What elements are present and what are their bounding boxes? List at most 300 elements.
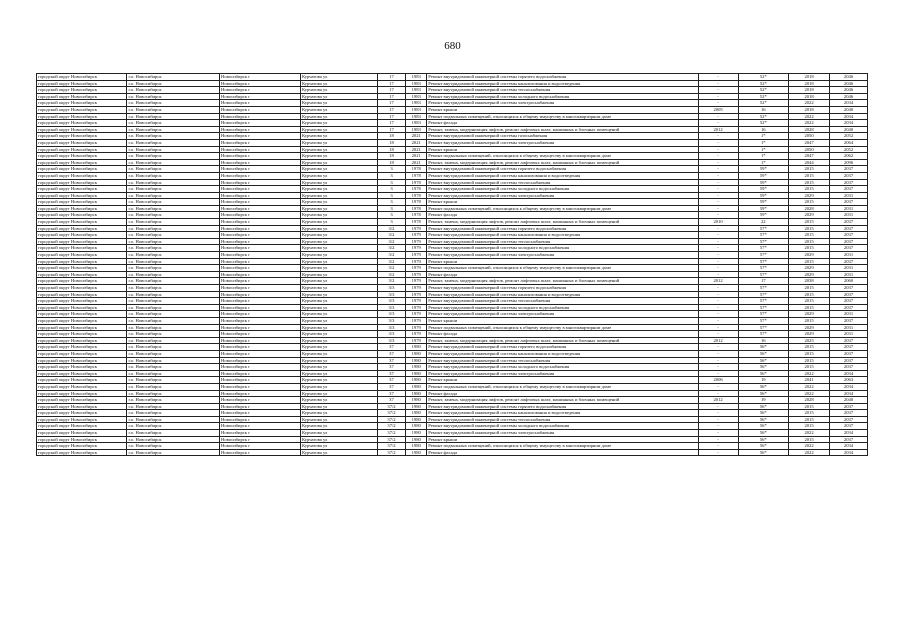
plan-end-cell: 2046	[830, 87, 868, 94]
plan-end-cell: 2031	[830, 271, 868, 278]
district-cell: г.о. Новосибирск	[127, 311, 220, 318]
build-year-cell: 2021	[406, 153, 427, 160]
city-cell: Новосибирск г	[220, 364, 301, 371]
work-type-cell: Ремонт внутридомовой инженерной системы теплоснабжения	[427, 416, 698, 423]
city-cell: Новосибирск г	[220, 80, 301, 87]
table-row	[37, 317, 868, 324]
work-type-cell: Ремонт фасада	[427, 271, 698, 278]
wear-cell: 52*	[738, 93, 788, 100]
house-number-cell: 37	[377, 357, 405, 364]
table-row	[37, 436, 868, 443]
table-row	[37, 383, 868, 390]
last-repair-year-cell: -	[698, 311, 738, 318]
house-number-cell: 3	[377, 172, 405, 179]
build-year-cell: 1980	[406, 350, 427, 357]
wear-cell: 1*	[738, 153, 788, 160]
district-cell: г.о. Новосибирск	[127, 291, 220, 298]
build-year-cell: 1980	[406, 443, 427, 450]
plan-start-cell: 2022	[789, 370, 830, 377]
build-year-cell: 1980	[406, 430, 427, 437]
house-number-cell: 18	[377, 146, 405, 153]
street-cell: Курчатова ул	[301, 245, 378, 252]
municipality-cell: городской округ Новосибирск	[37, 113, 127, 120]
house-number-cell: 3/3	[377, 285, 405, 292]
street-cell: Курчатова ул	[301, 100, 378, 107]
build-year-cell: 2021	[406, 146, 427, 153]
district-cell: г.о. Новосибирск	[127, 416, 220, 423]
municipality-cell: городской округ Новосибирск	[37, 278, 127, 285]
table-row	[37, 93, 868, 100]
last-repair-year-cell: -	[698, 232, 738, 239]
last-repair-year-cell: -	[698, 212, 738, 219]
municipality-cell: городской округ Новосибирск	[37, 370, 127, 377]
plan-end-cell: 2037	[830, 423, 868, 430]
municipality-cell: городской округ Новосибирск	[37, 106, 127, 113]
build-year-cell: 1979	[406, 271, 427, 278]
district-cell: г.о. Новосибирск	[127, 436, 220, 443]
district-cell: г.о. Новосибирск	[127, 265, 220, 272]
district-cell: г.о. Новосибирск	[127, 370, 220, 377]
last-repair-year-cell: 2012	[698, 126, 738, 133]
city-cell: Новосибирск г	[220, 74, 301, 81]
plan-end-cell: 2031	[830, 212, 868, 219]
municipality-cell: городской округ Новосибирск	[37, 430, 127, 437]
city-cell: Новосибирск г	[220, 252, 301, 259]
plan-end-cell: 2037	[830, 172, 868, 179]
last-repair-year-cell: -	[698, 159, 738, 166]
street-cell: Курчатова ул	[301, 304, 378, 311]
wear-cell: 59*	[738, 199, 788, 206]
city-cell: Новосибирск г	[220, 377, 301, 384]
wear-cell: 57*	[738, 232, 788, 239]
house-number-cell: 37/2	[377, 443, 405, 450]
table-row	[37, 258, 868, 265]
plan-start-cell: 2015	[789, 186, 830, 193]
wear-cell: 1*	[738, 159, 788, 166]
build-year-cell: 1979	[406, 265, 427, 272]
build-year-cell: 1979	[406, 311, 427, 318]
street-cell: Курчатова ул	[301, 324, 378, 331]
table-row	[37, 139, 868, 146]
city-cell: Новосибирск г	[220, 416, 301, 423]
plan-end-cell: 2031	[830, 205, 868, 212]
last-repair-year-cell: -	[698, 416, 738, 423]
street-cell: Курчатова ул	[301, 350, 378, 357]
wear-cell: 57*	[738, 331, 788, 338]
house-number-cell: 37	[377, 397, 405, 404]
municipality-cell: городской округ Новосибирск	[37, 186, 127, 193]
city-cell: Новосибирск г	[220, 311, 301, 318]
house-number-cell: 37	[377, 377, 405, 384]
street-cell: Курчатова ул	[301, 74, 378, 81]
city-cell: Новосибирск г	[220, 159, 301, 166]
city-cell: Новосибирск г	[220, 436, 301, 443]
wear-cell: 1*	[738, 133, 788, 140]
house-number-cell: 17	[377, 80, 405, 87]
work-type-cell: Ремонт фасада	[427, 331, 698, 338]
table-row	[37, 199, 868, 206]
wear-cell: 52*	[738, 80, 788, 87]
wear-cell: 56*	[738, 410, 788, 417]
house-number-cell: 37	[377, 344, 405, 351]
district-cell: г.о. Новосибирск	[127, 337, 220, 344]
house-number-cell: 3	[377, 199, 405, 206]
plan-start-cell: 2028	[789, 126, 830, 133]
plan-end-cell: 2034	[830, 443, 868, 450]
municipality-cell: городской округ Новосибирск	[37, 344, 127, 351]
table-row	[37, 192, 868, 199]
city-cell: Новосибирск г	[220, 390, 301, 397]
table-row	[37, 331, 868, 338]
work-type-cell: Ремонт внутридомовой инженерной системы канализования и водоотведения	[427, 80, 698, 87]
district-cell: г.о. Новосибирск	[127, 166, 220, 173]
house-number-cell: 3/3	[377, 304, 405, 311]
table-row	[37, 449, 868, 456]
plan-end-cell: 2037	[830, 225, 868, 232]
district-cell: г.о. Новосибирск	[127, 423, 220, 430]
house-number-cell: 3	[377, 219, 405, 226]
work-type-cell: Ремонт внутридомовой инженерной системы горячего водоснабжения	[427, 225, 698, 232]
city-cell: Новосибирск г	[220, 410, 301, 417]
plan-start-cell: 2025	[789, 337, 830, 344]
table-row	[37, 120, 868, 127]
wear-cell: 57*	[738, 317, 788, 324]
plan-start-cell: 2015	[789, 403, 830, 410]
house-number-cell: 37/2	[377, 449, 405, 456]
build-year-cell: 1978	[406, 212, 427, 219]
last-repair-year-cell: -	[698, 331, 738, 338]
city-cell: Новосибирск г	[220, 423, 301, 430]
street-cell: Курчатова ул	[301, 285, 378, 292]
last-repair-year-cell: -	[698, 350, 738, 357]
plan-start-cell: 2015	[789, 179, 830, 186]
plan-end-cell: 2040	[830, 126, 868, 133]
street-cell: Курчатова ул	[301, 120, 378, 127]
plan-end-cell: 2037	[830, 344, 868, 351]
street-cell: Курчатова ул	[301, 383, 378, 390]
municipality-cell: городской округ Новосибирск	[37, 172, 127, 179]
last-repair-year-cell: -	[698, 238, 738, 245]
plan-end-cell: 2037	[830, 291, 868, 298]
plan-end-cell: 2037	[830, 238, 868, 245]
build-year-cell: 1979	[406, 258, 427, 265]
street-cell: Курчатова ул	[301, 436, 378, 443]
district-cell: г.о. Новосибирск	[127, 219, 220, 226]
street-cell: Курчатова ул	[301, 133, 378, 140]
work-type-cell: Ремонт подвальных помещений, относящихся к общему имуществу в многоквартирном доме	[427, 265, 698, 272]
district-cell: г.о. Новосибирск	[127, 258, 220, 265]
last-repair-year-cell: -	[698, 298, 738, 305]
municipality-cell: городской округ Новосибирск	[37, 285, 127, 292]
plan-start-cell: 2044	[789, 159, 830, 166]
plan-start-cell: 2047	[789, 139, 830, 146]
wear-cell: 22	[738, 219, 788, 226]
city-cell: Новосибирск г	[220, 324, 301, 331]
build-year-cell: 1983	[406, 87, 427, 94]
build-year-cell: 1979	[406, 291, 427, 298]
district-cell: г.о. Новосибирск	[127, 443, 220, 450]
plan-start-cell: 2022	[789, 449, 830, 456]
plan-end-cell: 2037	[830, 232, 868, 239]
street-cell: Курчатова ул	[301, 219, 378, 226]
city-cell: Новосибирск г	[220, 113, 301, 120]
plan-start-cell: 2015	[789, 258, 830, 265]
house-number-cell: 17	[377, 120, 405, 127]
wear-cell: 56*	[738, 357, 788, 364]
city-cell: Новосибирск г	[220, 344, 301, 351]
table-row	[37, 443, 868, 450]
plan-start-cell: 2022	[789, 120, 830, 127]
house-number-cell: 3/2	[377, 238, 405, 245]
house-number-cell: 17	[377, 106, 405, 113]
wear-cell: 57*	[738, 304, 788, 311]
wear-cell: 56*	[738, 370, 788, 377]
district-cell: г.о. Новосибирск	[127, 285, 220, 292]
last-repair-year-cell: -	[698, 436, 738, 443]
wear-cell: 57*	[738, 265, 788, 272]
city-cell: Новосибирск г	[220, 100, 301, 107]
house-number-cell: 3/2	[377, 265, 405, 272]
work-type-cell: Ремонт внутридомовой инженерной системы теплоснабжения	[427, 357, 698, 364]
city-cell: Новосибирск г	[220, 350, 301, 357]
house-number-cell: 17	[377, 126, 405, 133]
city-cell: Новосибирск г	[220, 199, 301, 206]
last-repair-year-cell: -	[698, 172, 738, 179]
city-cell: Новосибирск г	[220, 298, 301, 305]
plan-end-cell: 2037	[830, 219, 868, 226]
plan-start-cell: 2028	[789, 397, 830, 404]
wear-cell: 56*	[738, 403, 788, 410]
city-cell: Новосибирск г	[220, 383, 301, 390]
wear-cell: 56*	[738, 383, 788, 390]
district-cell: г.о. Новосибирск	[127, 410, 220, 417]
build-year-cell: 1979	[406, 298, 427, 305]
table-row	[37, 74, 868, 81]
street-cell: Курчатова ул	[301, 232, 378, 239]
last-repair-year-cell: -	[698, 179, 738, 186]
work-type-cell: Ремонт, замена, модернизация лифтов, ремонт лифтовых шахт, машинных и блочных помещений	[427, 337, 698, 344]
city-cell: Новосибирск г	[220, 285, 301, 292]
city-cell: Новосибирск г	[220, 449, 301, 456]
municipality-cell: городской округ Новосибирск	[37, 139, 127, 146]
build-year-cell: 1983	[406, 120, 427, 127]
city-cell: Новосибирск г	[220, 133, 301, 140]
plan-end-cell: 2034	[830, 390, 868, 397]
wear-cell: 56*	[738, 443, 788, 450]
work-type-cell: Ремонт крыши	[427, 317, 698, 324]
wear-cell: 19	[738, 377, 788, 384]
plan-start-cell: 2018	[789, 80, 830, 87]
build-year-cell: 1978	[406, 186, 427, 193]
district-cell: г.о. Новосибирск	[127, 225, 220, 232]
table-row	[37, 245, 868, 252]
last-repair-year-cell: -	[698, 364, 738, 371]
street-cell: Курчатова ул	[301, 410, 378, 417]
district-cell: г.о. Новосибирск	[127, 377, 220, 384]
table-row	[37, 126, 868, 133]
city-cell: Новосибирск г	[220, 219, 301, 226]
work-type-cell: Ремонт внутридомовой инженерной системы газоснабжения	[427, 133, 698, 140]
work-type-cell: Ремонт внутридомовой инженерной системы канализования и водоотведения	[427, 232, 698, 239]
build-year-cell: 1979	[406, 331, 427, 338]
district-cell: г.о. Новосибирск	[127, 80, 220, 87]
last-repair-year-cell: -	[698, 285, 738, 292]
plan-start-cell: 2028	[789, 205, 830, 212]
city-cell: Новосибирск г	[220, 397, 301, 404]
build-year-cell: 1983	[406, 100, 427, 107]
plan-start-cell: 2015	[789, 285, 830, 292]
municipality-cell: городской округ Новосибирск	[37, 133, 127, 140]
municipality-cell: городской округ Новосибирск	[37, 126, 127, 133]
municipality-cell: городской округ Новосибирск	[37, 205, 127, 212]
plan-end-cell: 2064	[830, 139, 868, 146]
city-cell: Новосибирск г	[220, 166, 301, 173]
district-cell: г.о. Новосибирск	[127, 350, 220, 357]
district-cell: г.о. Новосибирск	[127, 186, 220, 193]
house-number-cell: 3/3	[377, 298, 405, 305]
wear-cell: 56*	[738, 350, 788, 357]
city-cell: Новосибирск г	[220, 238, 301, 245]
municipality-cell: городской округ Новосибирск	[37, 199, 127, 206]
wear-cell: 56*	[738, 436, 788, 443]
street-cell: Курчатова ул	[301, 357, 378, 364]
build-year-cell: 1980	[406, 390, 427, 397]
house-number-cell: 3	[377, 179, 405, 186]
plan-start-cell: 2015	[789, 423, 830, 430]
work-type-cell: Ремонт, замена, модернизация лифтов, ремонт лифтовых шахт, машинных и блочных помещений	[427, 159, 698, 166]
house-number-cell: 3/3	[377, 337, 405, 344]
house-number-cell: 3	[377, 186, 405, 193]
district-cell: г.о. Новосибирск	[127, 430, 220, 437]
municipality-cell: городской округ Новосибирск	[37, 298, 127, 305]
table-row	[37, 179, 868, 186]
city-cell: Новосибирск г	[220, 232, 301, 239]
build-year-cell: 1983	[406, 126, 427, 133]
last-repair-year-cell: -	[698, 449, 738, 456]
table-row	[37, 416, 868, 423]
district-cell: г.о. Новосибирск	[127, 238, 220, 245]
last-repair-year-cell: -	[698, 93, 738, 100]
district-cell: г.о. Новосибирск	[127, 199, 220, 206]
street-cell: Курчатова ул	[301, 416, 378, 423]
plan-start-cell: 2029	[789, 212, 830, 219]
build-year-cell: 1978	[406, 219, 427, 226]
table-row	[37, 238, 868, 245]
plan-end-cell: 2037	[830, 245, 868, 252]
wear-cell: 56*	[738, 390, 788, 397]
work-type-cell: Ремонт внутридомовой инженерной системы электроснабжения	[427, 370, 698, 377]
last-repair-year-cell: -	[698, 80, 738, 87]
last-repair-year-cell: -	[698, 357, 738, 364]
build-year-cell: 1980	[406, 397, 427, 404]
house-number-cell: 3	[377, 192, 405, 199]
house-number-cell: 3/2	[377, 225, 405, 232]
city-cell: Новосибирск г	[220, 225, 301, 232]
build-year-cell: 1978	[406, 172, 427, 179]
last-repair-year-cell: -	[698, 410, 738, 417]
plan-end-cell: 2046	[830, 74, 868, 81]
work-type-cell: Ремонт внутридомовой инженерной системы канализования и водоотведения	[427, 172, 698, 179]
work-type-cell: Ремонт подвальных помещений, относящихся к общему имуществу в многоквартирном доме	[427, 113, 698, 120]
build-year-cell: 1979	[406, 252, 427, 259]
plan-start-cell: 2015	[789, 304, 830, 311]
last-repair-year-cell: -	[698, 146, 738, 153]
city-cell: Новосибирск г	[220, 106, 301, 113]
city-cell: Новосибирск г	[220, 179, 301, 186]
last-repair-year-cell: -	[698, 139, 738, 146]
district-cell: г.о. Новосибирск	[127, 232, 220, 239]
district-cell: г.о. Новосибирск	[127, 252, 220, 259]
wear-cell: 59*	[738, 192, 788, 199]
municipality-cell: городской округ Новосибирск	[37, 80, 127, 87]
wear-cell: 57*	[738, 291, 788, 298]
house-number-cell: 18	[377, 139, 405, 146]
table-row	[37, 350, 868, 357]
last-repair-year-cell: -	[698, 120, 738, 127]
table-row	[37, 252, 868, 259]
wear-cell: 57*	[738, 245, 788, 252]
plan-start-cell: 2022	[789, 390, 830, 397]
table-row	[37, 285, 868, 292]
district-cell: г.о. Новосибирск	[127, 271, 220, 278]
district-cell: г.о. Новосибирск	[127, 331, 220, 338]
district-cell: г.о. Новосибирск	[127, 403, 220, 410]
plan-end-cell: 2060	[830, 278, 868, 285]
municipality-cell: городской округ Новосибирск	[37, 324, 127, 331]
table-row	[37, 390, 868, 397]
build-year-cell: 1980	[406, 377, 427, 384]
plan-start-cell: 2018	[789, 106, 830, 113]
last-repair-year-cell: -	[698, 87, 738, 94]
city-cell: Новосибирск г	[220, 126, 301, 133]
plan-end-cell: 2052	[830, 146, 868, 153]
plan-end-cell: 2037	[830, 179, 868, 186]
street-cell: Курчатова ул	[301, 344, 378, 351]
work-type-cell: Ремонт внутридомовой инженерной системы холодного водоснабжения	[427, 423, 698, 430]
last-repair-year-cell: -	[698, 252, 738, 259]
wear-cell: 57*	[738, 225, 788, 232]
municipality-cell: городской округ Новосибирск	[37, 331, 127, 338]
district-cell: г.о. Новосибирск	[127, 357, 220, 364]
table-row	[37, 403, 868, 410]
street-cell: Курчатова ул	[301, 106, 378, 113]
table-row	[37, 166, 868, 173]
wear-cell: 59*	[738, 212, 788, 219]
street-cell: Курчатова ул	[301, 199, 378, 206]
house-number-cell: 37/2	[377, 410, 405, 417]
house-number-cell: 3/2	[377, 232, 405, 239]
plan-start-cell: 2050	[789, 133, 830, 140]
district-cell: г.о. Новосибирск	[127, 100, 220, 107]
street-cell: Курчатова ул	[301, 449, 378, 456]
house-number-cell: 37	[377, 390, 405, 397]
table-row	[37, 225, 868, 232]
build-year-cell: 1980	[406, 364, 427, 371]
build-year-cell: 1980	[406, 416, 427, 423]
plan-start-cell: 2015	[789, 416, 830, 423]
wear-cell: 57*	[738, 271, 788, 278]
last-repair-year-cell: -	[698, 265, 738, 272]
municipality-cell: городской округ Новосибирск	[37, 225, 127, 232]
plan-end-cell: 2037	[830, 317, 868, 324]
city-cell: Новосибирск г	[220, 192, 301, 199]
table-row	[37, 304, 868, 311]
plan-end-cell: 2052	[830, 133, 868, 140]
district-cell: г.о. Новосибирск	[127, 205, 220, 212]
wear-cell: 16	[738, 337, 788, 344]
plan-end-cell: 2034	[830, 120, 868, 127]
plan-start-cell: 2022	[789, 443, 830, 450]
